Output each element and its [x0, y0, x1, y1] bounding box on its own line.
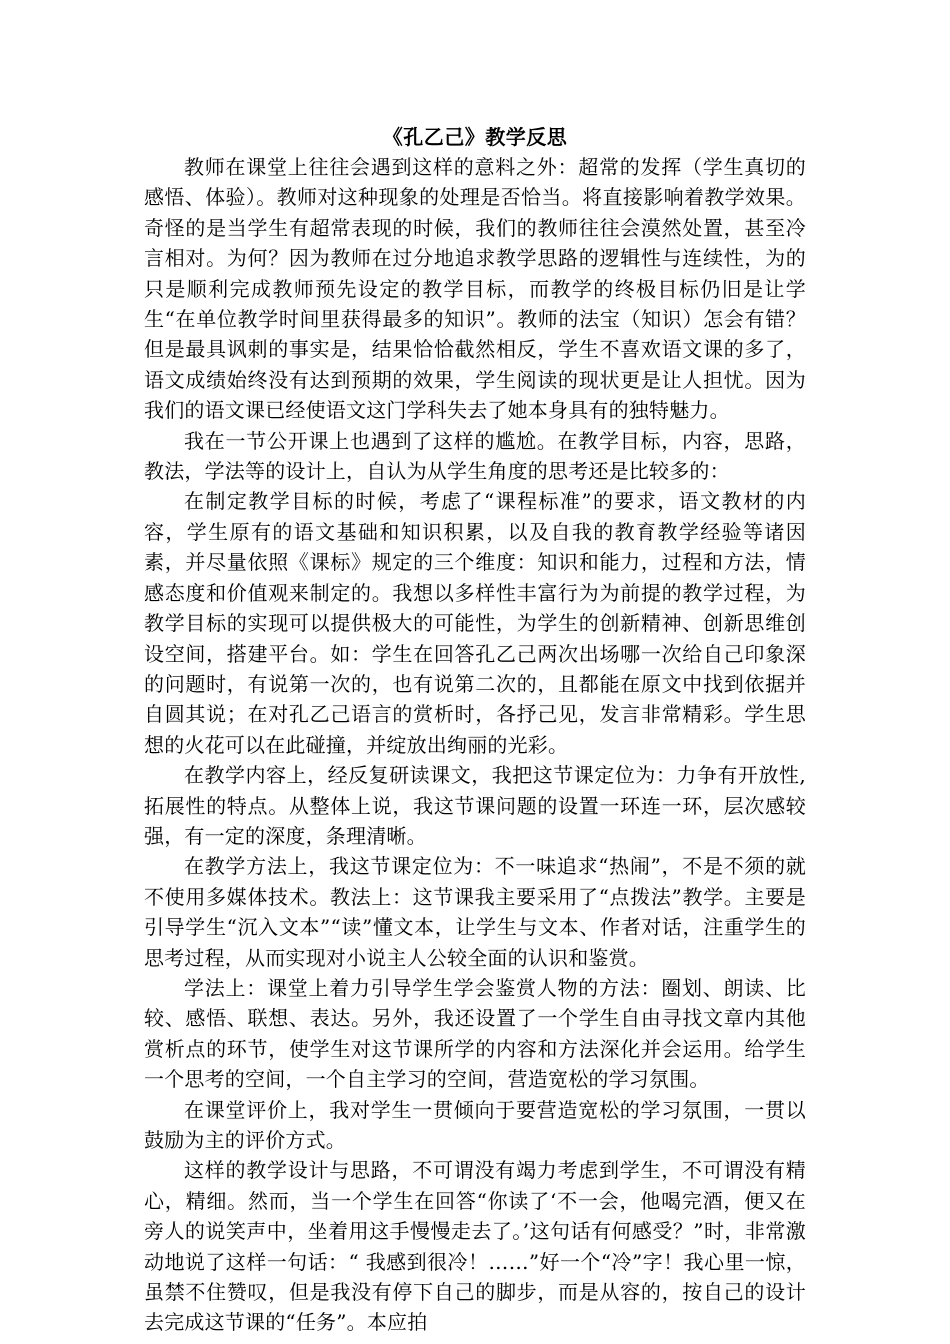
- paragraph-1: 教师在课堂上往往会遇到这样的意料之外：超常的发挥（学生真切的感悟、体验）。教师对这种现象的处理是否恰当。将直接影响着教学效果。奇怪的是当学生有超常表现的时候，我们的教师往往会漠然处置，甚至冷言相对。为何？因为教师在过分地追求教学思路的逻辑性与连续性，为的只是顺利完成教师预先设定的教学目标，而教学的终极目标仍旧是让学生“在单位教学时间里获得最多的知识”。教师的法宝（知识）怎会有错？但是最具讽刺的事实是，结果恰恰截然相反，学生不喜欢语文课的多了，语文成绩始终没有达到预期的效果，学生阅读的现状更是让人担忧。因为我们的语文课已经使语文这门学科失去了她本身具有的独特魅力。: [144, 155, 806, 423]
- paragraph-4: 在教学内容上，经反复研读课文，我把这节课定位为：力争有开放性,拓展性的特点。从整体上说，我这节课问题的设置一环连一环，层次感较强，有一定的深度，条理清晰。: [144, 763, 806, 848]
- paragraph-7: 在课堂评价上，我对学生一贯倾向于要营造宽松的学习氛围，一贯以鼓励为主的评价方式。: [144, 1097, 806, 1152]
- document-page: [144, 122, 806, 1338]
- paragraph-5: 在教学方法上，我这节课定位为：不一味追求“热闹”，不是不须的就不使用多媒体技术。教法上：这节课我主要采用了“点拨法”教学。主要是引导学生“沉入文本”“读”懂文本，让学生与文本、作者对话，注重学生的思考过程，从而实现对小说主人公较全面的认识和鉴赏。: [144, 854, 806, 970]
- paragraph-8: 这样的教学设计与思路，不可谓没有竭力考虑到学生，不可谓没有精心，精细。然而，当一个学生在回答“你读了‘不一会，他喝完酒，便又在旁人的说笑声中，坐着用这手慢慢走去了。’这句话有何感受？”时，非常激动地说了这样一句话：“ 我感到很冷！……”好一个“冷”字！我心里一惊，虽禁不住赞叹，但是我没有停下自己的脚步，而是从容的，按自己的设计去完成这节课的“任务”。本应拍: [144, 1158, 806, 1335]
- paragraph-3: 在制定教学目标的时候，考虑了“课程标准”的要求，语文教材的内容，学生原有的语文基础和知识积累，以及自我的教育教学经验等诸因素，并尽量依照《课标》规定的三个维度：知识和能力，过程和方法，情感态度和价值观来制定的。我想以多样性丰富行为为前提的教学过程，为教学目标的实现可以提供极大的可能性，为学生的创新精神、创新思维创设空间，搭建平台。如：学生在回答孔乙己两次出场哪一次给自己印象深的问题时，有说第一次的，也有说第二次的，且都能在原文中找到依据并自圆其说；在对孔乙己语言的赏析时，各抒己见，发言非常精彩。学生思想的火花可以在此碰撞，并绽放出绚丽的光彩。: [144, 489, 806, 757]
- paragraph-2: 我在一节公开课上也遇到了这样的尴尬。在教学目标，内容，思路，教法，学法等的设计上，自认为从学生角度的思考还是比较多的：: [144, 428, 806, 484]
- paragraph-6: 学法上：课堂上着力引导学生学会鉴赏人物的方法：圈划、朗读、比较、感悟、联想、表达。另外，我还设置了一个学生自由寻找文章内其他赏析点的环节，使学生对这节课所学的内容和方法深化并会运用。给学生一个思考的空间，一个自主学习的空间，营造宽松的学习氛围。: [144, 975, 806, 1092]
- document-title: 《孔乙己》教学反思: [382, 125, 568, 149]
